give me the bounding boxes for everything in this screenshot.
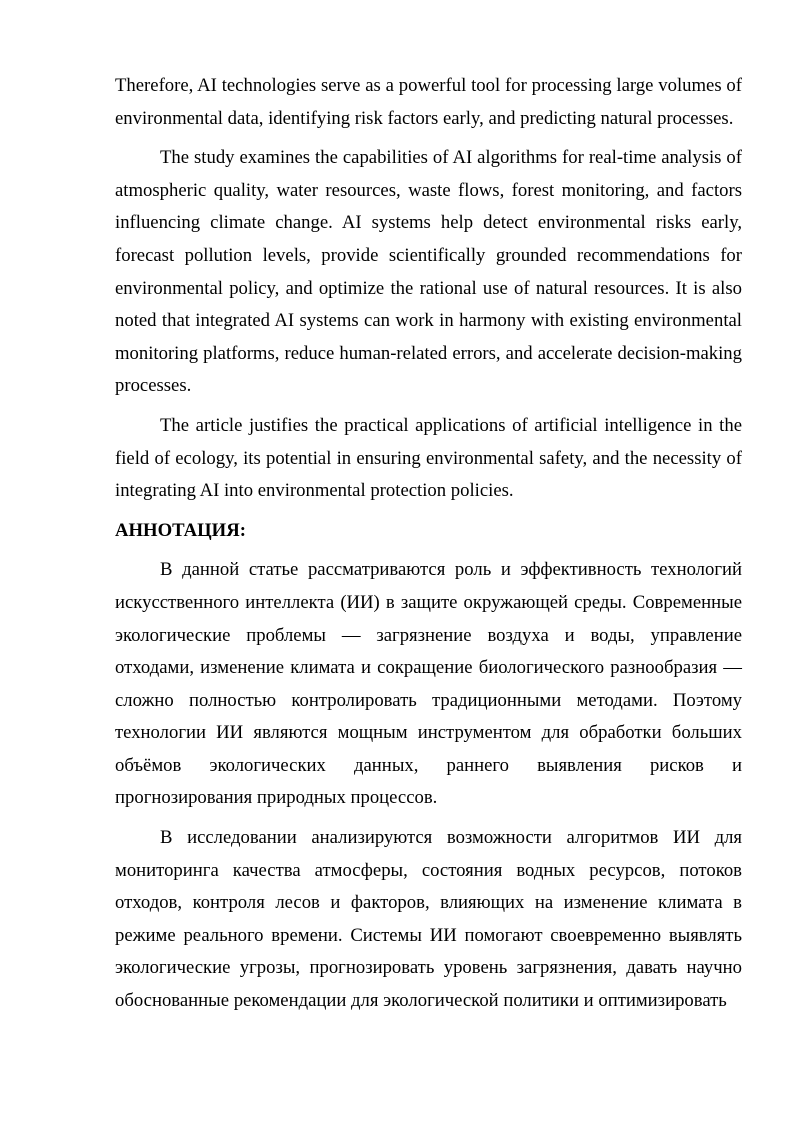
document-page bbox=[115, 70, 742, 1025]
paragraph-en-continuation: Therefore, AI technologies serve as a powerful tool for processing large volumes of environmental data, identifying risk factors early, and predicting natural processes. bbox=[115, 75, 742, 129]
paragraph-en-conclusion: The article justifies the practical applications of artificial intelligence in the field of ecology, its potential in ensuring environmental safety, and the necessity of integrating AI into environmental protection policies. bbox=[115, 414, 742, 502]
paragraph-ru-study: В исследовании анализируются возможности алгоритмов ИИ для мониторинга качества атмосферы, состояния водных ресурсов, потоков отходов, контроля лесов и факторов, влияющих на изменение климата в режиме реального времени. Системы ИИ помогают своевременно выявлять экологические угрозы, прогнозировать уровень загрязнения, давать научно обоснованные рекомендации для экологической политики и оптимизировать bbox=[115, 827, 742, 1012]
paragraph-en-study: The study examines the capabilities of AI algorithms for real-time analysis of atmospheric quality, water resources, waste flows, forest monitoring, and factors influencing climate change. AI systems help detect environmental risks early, forecast pollution levels, provide scientifically grounded recommendations for environmental policy, and optimize the rational use of natural resources. It is also noted that integrated AI systems can work in harmony with existing environmental monitoring platforms, reduce human-related errors, and accelerate decision-making processes. bbox=[115, 147, 742, 397]
paragraph-ru-intro: В данной статье рассматриваются роль и эффективность технологий искусственного интеллекта (ИИ) в защите окружающей среды. Современные экологические проблемы — загрязнение воздуха и воды, управление отходами, изменение климата и сокращение биологического разнообразия — сложно полностью контролировать традиционными методами. Поэтому технологии ИИ являются мощным инструментом для обработки больших объёмов экологических данных, раннего выявления рисков и прогнозирования природных процессов. bbox=[115, 559, 742, 809]
annotation-heading: АННОТАЦИЯ: bbox=[115, 519, 246, 541]
